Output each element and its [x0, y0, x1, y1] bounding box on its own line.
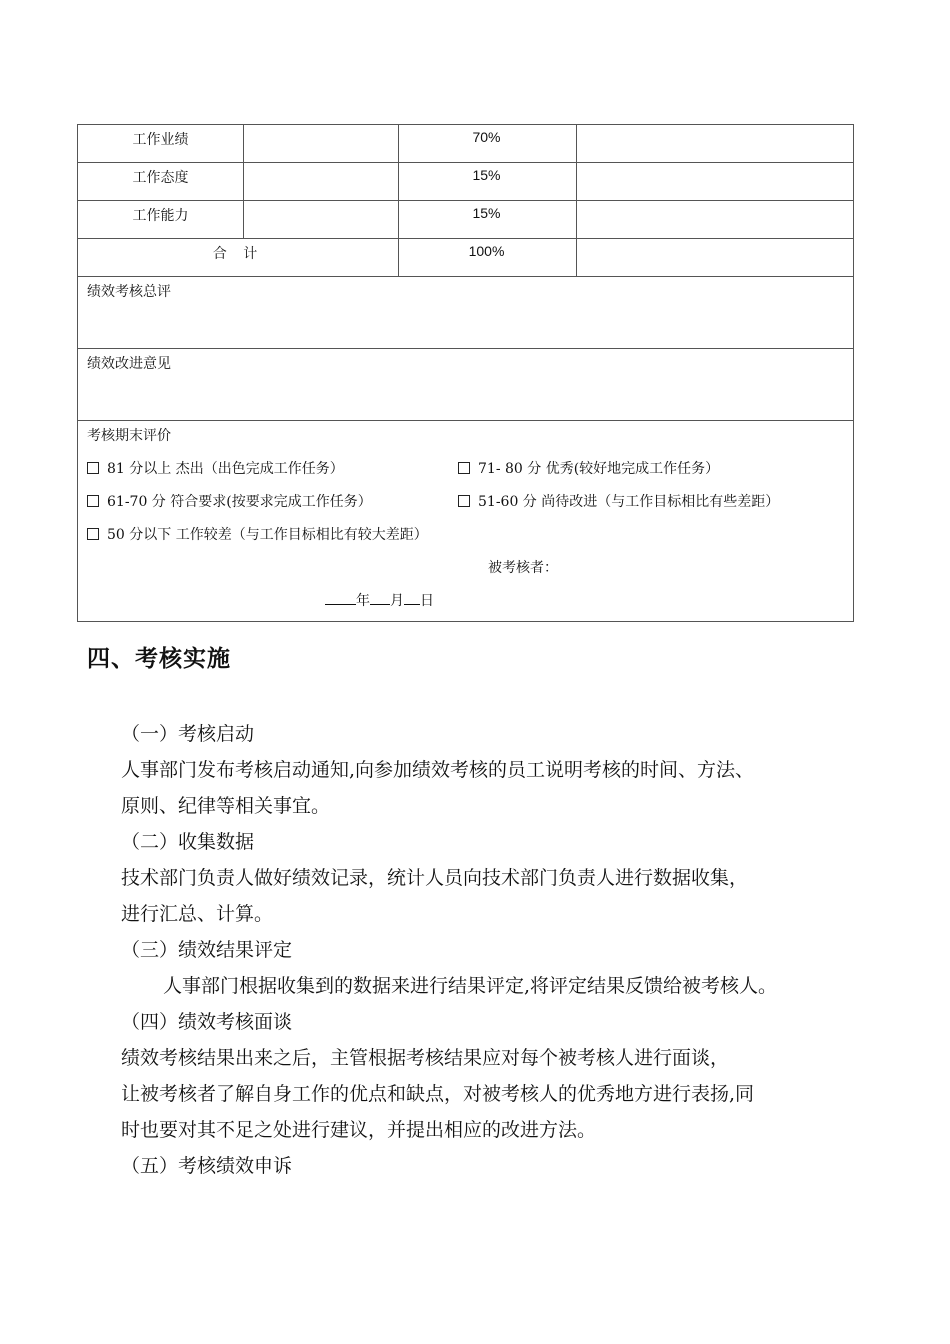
table-row: [78, 125, 854, 163]
subsection-heading: （一）考核启动: [121, 723, 255, 745]
paragraph-line: 人事部门根据收集到的数据来进行结果评定,将评定结果反馈给被考核人。: [163, 975, 778, 997]
paragraph-line: 原则、纪律等相关事宜。: [121, 795, 331, 817]
improvement-row: [78, 349, 854, 421]
final-eval-label: 考核期末评价: [87, 428, 171, 444]
total-label-cell: 合 计: [78, 239, 399, 277]
score-cell[interactable]: [244, 201, 399, 239]
paragraph-line: 技术部门负责人做好绩效记录，统计人员向技术部门负责人进行数据收集，: [121, 867, 749, 889]
remark-cell[interactable]: [577, 125, 854, 163]
section-title: 四、考核实施: [87, 646, 231, 672]
assessee-label: 被考核者：: [488, 560, 558, 576]
paragraph-line: 时也要对其不足之处进行建议，并提出相应的改进方法。: [121, 1119, 597, 1141]
total-remark-cell[interactable]: [577, 239, 854, 277]
remark-cell[interactable]: [577, 201, 854, 239]
option-outstanding[interactable]: 81 分以上 杰出（出色完成工作任务）: [87, 458, 344, 478]
table-row: [78, 201, 854, 239]
improvement-cell[interactable]: [78, 349, 854, 421]
weight-cell: 70%: [399, 125, 577, 163]
remark-cell[interactable]: [577, 163, 854, 201]
year-blank[interactable]: [325, 592, 356, 605]
option-excellent[interactable]: 71- 80 分 优秀(较好地完成工作任务）: [458, 458, 719, 478]
date-line: 年 月 日: [325, 590, 434, 610]
subsection-heading: （五）考核绩效申诉: [121, 1155, 293, 1177]
paragraph-line: 人事部门发布考核启动通知,向参加绩效考核的员工说明考核的时间、方法、: [121, 759, 755, 781]
checkbox-icon[interactable]: [458, 495, 470, 507]
category-cell: 工作业绩: [78, 125, 244, 163]
summary-label: 绩效考核总评: [87, 284, 171, 300]
assessment-table: [77, 124, 854, 622]
subsection-heading: （三）绩效结果评定: [121, 939, 293, 961]
month-blank[interactable]: [370, 592, 390, 605]
checkbox-icon[interactable]: [458, 462, 470, 474]
weight-cell: 15%: [399, 201, 577, 239]
checkbox-icon[interactable]: [87, 462, 99, 474]
subsection-heading: （二）收集数据: [121, 831, 255, 853]
paragraph-line: 绩效考核结果出来之后，主管根据考核结果应对每个被考核人进行面谈，: [121, 1047, 730, 1069]
score-cell[interactable]: [244, 125, 399, 163]
total-weight-cell: 100%: [399, 239, 577, 277]
weight-cell: 15%: [399, 163, 577, 201]
option-poor[interactable]: 50 分以下 工作较差（与工作目标相比有较大差距）: [87, 524, 428, 544]
total-row: [78, 239, 854, 277]
final-eval-row: [78, 421, 854, 622]
checkbox-icon[interactable]: [87, 495, 99, 507]
option-needs-improvement[interactable]: 51-60 分 尚待改进（与工作目标相比有些差距）: [458, 491, 779, 511]
subsection-heading: （四）绩效考核面谈: [121, 1011, 293, 1033]
category-cell: 工作能力: [78, 201, 244, 239]
table-row: [78, 163, 854, 201]
final-eval-cell: [78, 421, 854, 622]
day-blank[interactable]: [404, 592, 420, 605]
paragraph-line: 进行汇总、计算。: [121, 903, 274, 925]
checkbox-icon[interactable]: [87, 528, 99, 540]
summary-cell[interactable]: [78, 277, 854, 349]
option-meets[interactable]: 61-70 分 符合要求(按要求完成工作任务）: [87, 491, 372, 511]
category-cell: 工作态度: [78, 163, 244, 201]
summary-row: [78, 277, 854, 349]
paragraph-line: 让被考核者了解自身工作的优点和缺点，对被考核人的优秀地方进行表扬,同: [121, 1083, 755, 1105]
score-cell[interactable]: [244, 163, 399, 201]
improvement-label: 绩效改进意见: [87, 356, 171, 372]
